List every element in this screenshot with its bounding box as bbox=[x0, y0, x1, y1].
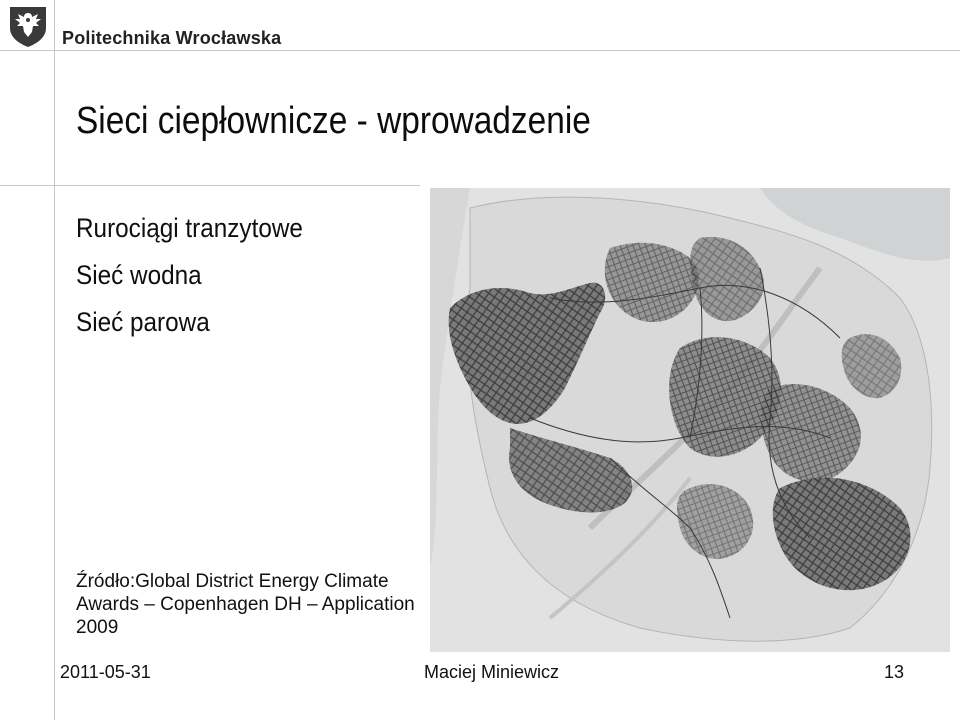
footer-date: 2011-05-31 bbox=[60, 662, 151, 682]
footer-author: Maciej Miniewicz bbox=[424, 662, 560, 682]
slide-title: Sieci ciepłownicze - wprowadzenie bbox=[76, 100, 591, 142]
bullet-item: Rurociągi tranzytowe bbox=[76, 213, 303, 243]
source-line: Awards – Copenhagen DH – Application bbox=[76, 594, 415, 615]
bullet-list bbox=[76, 205, 328, 346]
vertical-divider bbox=[54, 0, 55, 720]
district-heating-network-map bbox=[430, 188, 950, 652]
eagle-shield-icon bbox=[6, 4, 50, 48]
university-name: Politechnika Wrocławska bbox=[62, 28, 282, 48]
bullet-item: Sieć parowa bbox=[76, 307, 210, 337]
header-divider bbox=[0, 50, 960, 51]
title-divider bbox=[0, 185, 420, 186]
bullet-item: Sieć wodna bbox=[76, 260, 202, 290]
source-line: 2009 bbox=[76, 617, 119, 638]
source-line: Źródło:Global District Energy Climate bbox=[76, 571, 389, 592]
page-number: 13 bbox=[884, 662, 905, 682]
source-note bbox=[76, 570, 416, 639]
